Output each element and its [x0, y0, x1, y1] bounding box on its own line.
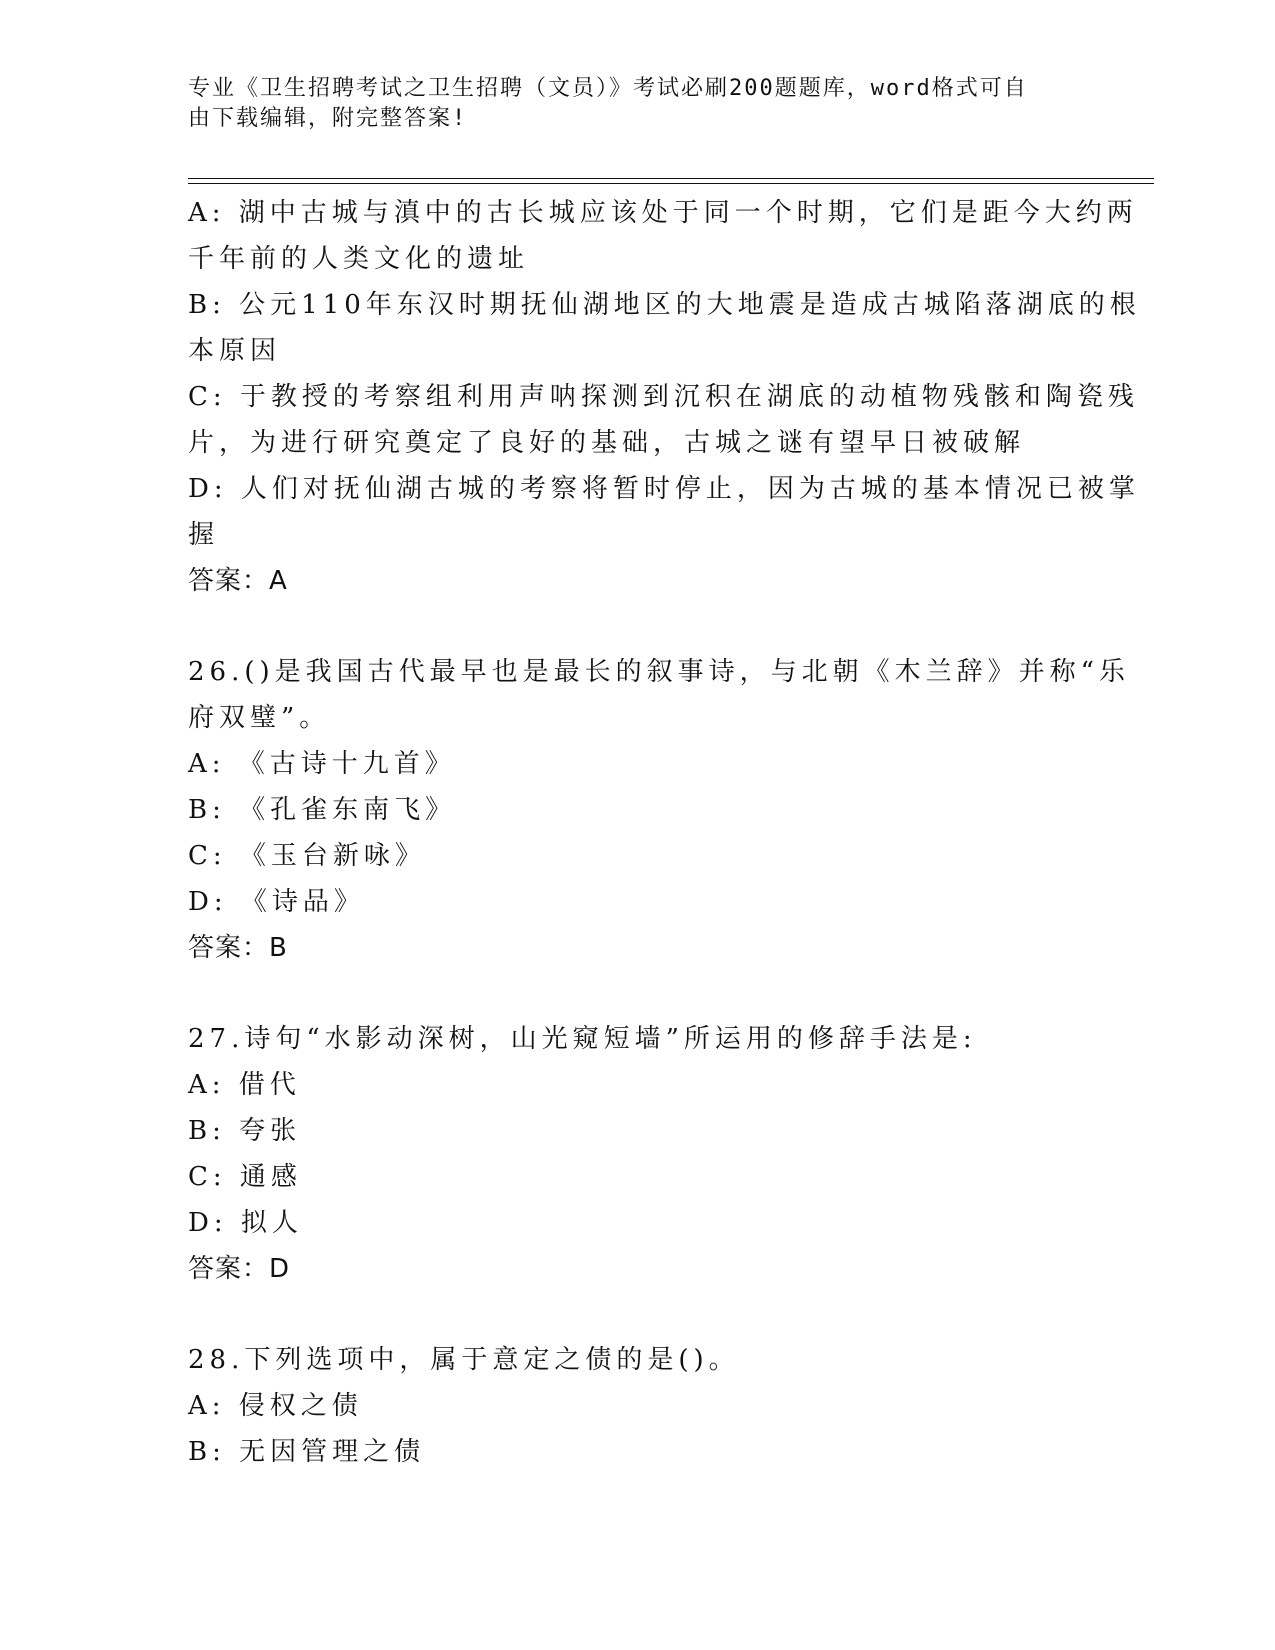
header-divider-top	[188, 178, 1154, 179]
question-list	[188, 190, 1141, 1475]
question-28	[188, 1337, 1068, 1475]
option-a-line-1: A: 湖中古城与滇中的古长城应该处于同一个时期，它们是距今大约两	[188, 198, 1138, 228]
option-c: C: 《玉台新咏》	[188, 841, 426, 871]
answer-label: 答案：D	[188, 1254, 291, 1284]
answer-label: 答案：A	[188, 566, 288, 596]
option-b-line-1: B: 公元110年东汉时期抚仙湖地区的大地震是造成古城陷落湖底的根	[188, 290, 1141, 320]
option-b: B: 《孔雀东南飞》	[188, 795, 457, 825]
option-d-line-1: D: 人们对抚仙湖古城的考察将暂时停止，因为古城的基本情况已被掌	[188, 474, 1140, 504]
option-c-line-2: 片，为进行研究奠定了良好的基础，古城之谜有望早日被破解	[188, 428, 1026, 458]
option-a-line-2: 千年前的人类文化的遗址	[188, 244, 530, 274]
option-b-line-2: 本原因	[188, 336, 282, 366]
question-27	[188, 1016, 1068, 1292]
option-c: C: 通感	[188, 1162, 302, 1192]
option-b: B: 夸张	[188, 1116, 302, 1146]
option-a: A: 《古诗十九首》	[188, 749, 456, 779]
question-prev	[188, 190, 1141, 604]
option-d: D: 《诗品》	[188, 887, 365, 917]
option-a: A: 借代	[188, 1070, 301, 1100]
question-26	[188, 649, 1130, 971]
question-stem: 28.下列选项中，属于意定之债的是()。	[188, 1345, 740, 1375]
question-stem: 27.诗句“水影动深树，山光窥短墙”所运用的修辞手法是:	[188, 1024, 977, 1054]
header-divider-bottom	[188, 183, 1154, 184]
option-b: B: 无因管理之债	[188, 1437, 426, 1467]
option-a: A: 侵权之债	[188, 1391, 363, 1421]
header-line-2: 由下载编辑，附完整答案!	[188, 106, 468, 131]
header-line-1: 专业《卫生招聘考试之卫生招聘（文员）》考试必刷200题题库，word格式可自	[188, 76, 1028, 101]
option-c-line-1: C: 于教授的考察组利用声呐探测到沉积在湖底的动植物残骸和陶瓷残	[188, 382, 1139, 412]
option-d: D: 拟人	[188, 1208, 303, 1238]
question-stem-line-2: 府双璧”。	[188, 703, 331, 733]
document-header	[188, 74, 1068, 134]
answer-label: 答案：B	[188, 933, 288, 963]
question-stem-line-1: 26.()是我国古代最早也是最长的叙事诗，与北朝《木兰辞》并称“乐	[188, 657, 1130, 687]
option-d-line-2: 握	[188, 520, 220, 550]
